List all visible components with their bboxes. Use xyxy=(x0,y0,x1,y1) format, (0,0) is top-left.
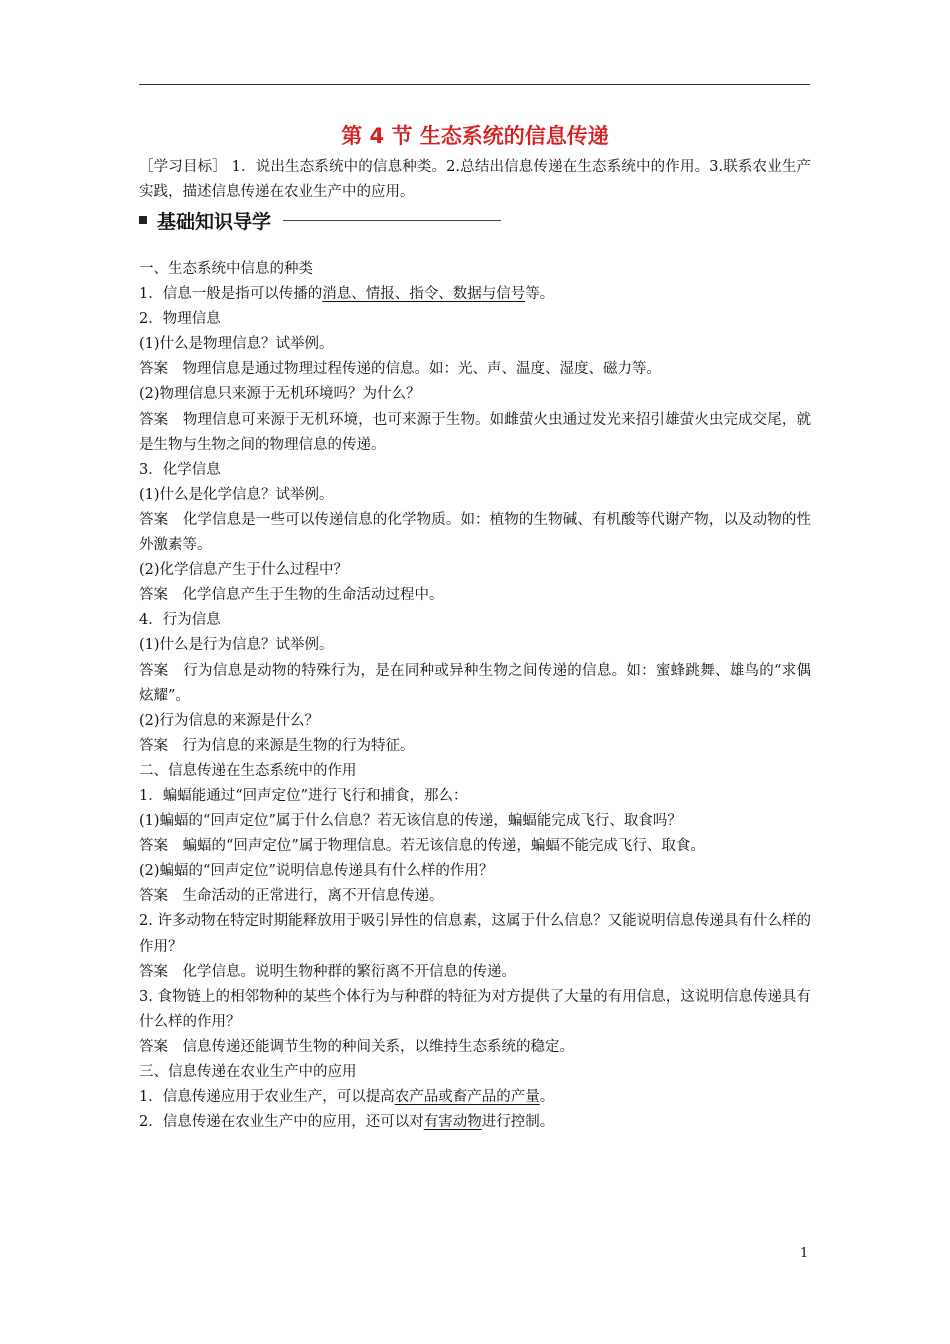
text-span: 进行控制。 xyxy=(481,1114,555,1131)
text-span: 二、信息传递在生态系统中的作用 xyxy=(139,762,357,779)
body-line xyxy=(139,382,811,407)
page-number: 1 xyxy=(800,1246,809,1261)
body-line xyxy=(139,282,811,307)
body-line xyxy=(139,458,811,483)
underlined-answer: 消息、情报、指令、数据与信号 xyxy=(322,286,526,303)
body-line xyxy=(139,909,811,959)
text-span: 答案 行为信息是动物的特殊行为，是在同种或异种生物之间传递的信息。如：蜜蜂跳舞、雄鸟的“求偶炫耀”。 xyxy=(139,662,811,704)
body-line xyxy=(139,1110,811,1135)
square-bullet-icon xyxy=(139,216,147,224)
body-line xyxy=(139,1060,811,1085)
text-span: 一、生态系统中信息的种类 xyxy=(139,261,313,277)
text-span: 答案 化学信息。说明生物种群的繁衍离不开信息的传递。 xyxy=(139,963,516,980)
text-span: 1．蝙蝠能通过“回声定位”进行飞行和捕食，那么： xyxy=(139,787,468,804)
page-title: 第 4 节 生态系统的信息传递 xyxy=(341,124,609,148)
text-span: (2)化学信息产生于什么过程中？ xyxy=(139,562,349,579)
text-span: (1)什么是行为信息？试举例。 xyxy=(139,637,334,654)
body-line xyxy=(139,734,811,759)
body-line xyxy=(139,508,811,558)
text-span: (1)什么是化学信息？试举例。 xyxy=(139,486,334,503)
body-line xyxy=(139,257,811,282)
body-line xyxy=(139,809,811,834)
body-line xyxy=(139,709,811,734)
body-line xyxy=(139,1035,811,1060)
text-span: (1)蝙蝠的“回声定位”属于什么信息？若无该信息的传递，蝙蝠能完成飞行、取食吗？ xyxy=(139,813,682,830)
text-span: 3. 食物链上的相邻物种的某些个体行为与种群的特征为对方提供了大量的有用信息，这说明信息传递具有什么样的作用？ xyxy=(139,988,811,1030)
text-span: (2)蝙蝠的“回声定位”说明信息传递具有什么样的作用？ xyxy=(139,863,494,880)
text-span: 1．信息传递应用于农业生产，可以提高 xyxy=(139,1089,395,1106)
text-span: 三、信息传递在农业生产中的应用 xyxy=(139,1064,357,1080)
body-line xyxy=(139,759,811,784)
section-heading-rule xyxy=(283,220,501,221)
document-body xyxy=(139,257,811,1135)
text-span: 答案 物理信息可来源于无机环境，也可来源于生物。如雌萤火虫通过发光来招引雄萤火虫完成交尾，就是生物与生物之间的物理信息的传递。 xyxy=(139,411,811,453)
body-line xyxy=(139,884,811,909)
body-line xyxy=(139,659,811,709)
body-line xyxy=(139,583,811,608)
body-line xyxy=(139,357,811,382)
text-span: 答案 蝙蝠的“回声定位”属于物理信息。若无该信息的传递，蝙蝠不能完成飞行、取食。 xyxy=(139,838,705,855)
text-span: 2．信息传递在农业生产中的应用，还可以对 xyxy=(139,1114,424,1131)
underlined-answer: 有害动物 xyxy=(423,1114,482,1131)
text-span: 答案 生命活动的正常进行，离不开信息传递。 xyxy=(139,888,444,905)
body-line xyxy=(139,558,811,583)
text-span: 2. 许多动物在特定时期能释放用于吸引异性的信息素，这属于什么信息？又能说明信息传递具有什么样的作用？ xyxy=(139,913,811,955)
body-line xyxy=(139,332,811,357)
body-line xyxy=(139,633,811,658)
text-span: 1．信息一般是指可以传播的 xyxy=(139,286,323,303)
body-line xyxy=(139,834,811,859)
text-span: 答案 化学信息是一些可以传递信息的化学物质。如：植物的生物碱、有机酸等代谢产物，以及动物的性外激素等。 xyxy=(139,511,811,554)
text-span: 答案 物理信息是通过物理过程传递的信息。如：光、声、温度、湿度、磁力等。 xyxy=(139,361,661,378)
text-span: 等。 xyxy=(525,286,555,303)
text-span: 答案 信息传递还能调节生物的种间关系，以维持生态系统的稳定。 xyxy=(139,1038,574,1055)
text-span: 。 xyxy=(539,1089,555,1106)
body-line xyxy=(139,985,811,1035)
text-span: 3．化学信息 xyxy=(139,461,221,478)
text-span: 答案 行为信息的来源是生物的行为特征。 xyxy=(139,737,415,754)
body-line xyxy=(139,408,811,458)
text-span: 4．行为信息 xyxy=(139,612,221,629)
text-span: (2)物理信息只来源于无机环境吗？为什么？ xyxy=(139,386,421,403)
body-line xyxy=(139,1085,811,1110)
text-span: (1)什么是物理信息？试举例。 xyxy=(139,336,334,353)
body-line xyxy=(139,307,811,332)
underlined-answer: 农产品或畜产品的产量 xyxy=(394,1089,540,1106)
text-span: (2)行为信息的来源是什么？ xyxy=(139,712,320,729)
body-line xyxy=(139,784,811,809)
section-heading xyxy=(139,206,501,234)
section-heading-label: 基础知识导学 xyxy=(157,210,272,233)
text-span: 2．物理信息 xyxy=(139,311,221,328)
header-rule xyxy=(139,84,810,85)
learning-goals: ［学习目标］ 1．说出生态系统中的信息种类。2.总结出信息传递在生态系统中的作用。3.联系农业生产实践，描述信息传递在农业生产中的应用。 xyxy=(139,159,811,200)
body-line xyxy=(139,483,811,508)
body-line xyxy=(139,608,811,633)
body-line xyxy=(139,859,811,884)
body-line xyxy=(139,960,811,985)
text-span: 答案 化学信息产生于生物的生命活动过程中。 xyxy=(139,587,444,604)
